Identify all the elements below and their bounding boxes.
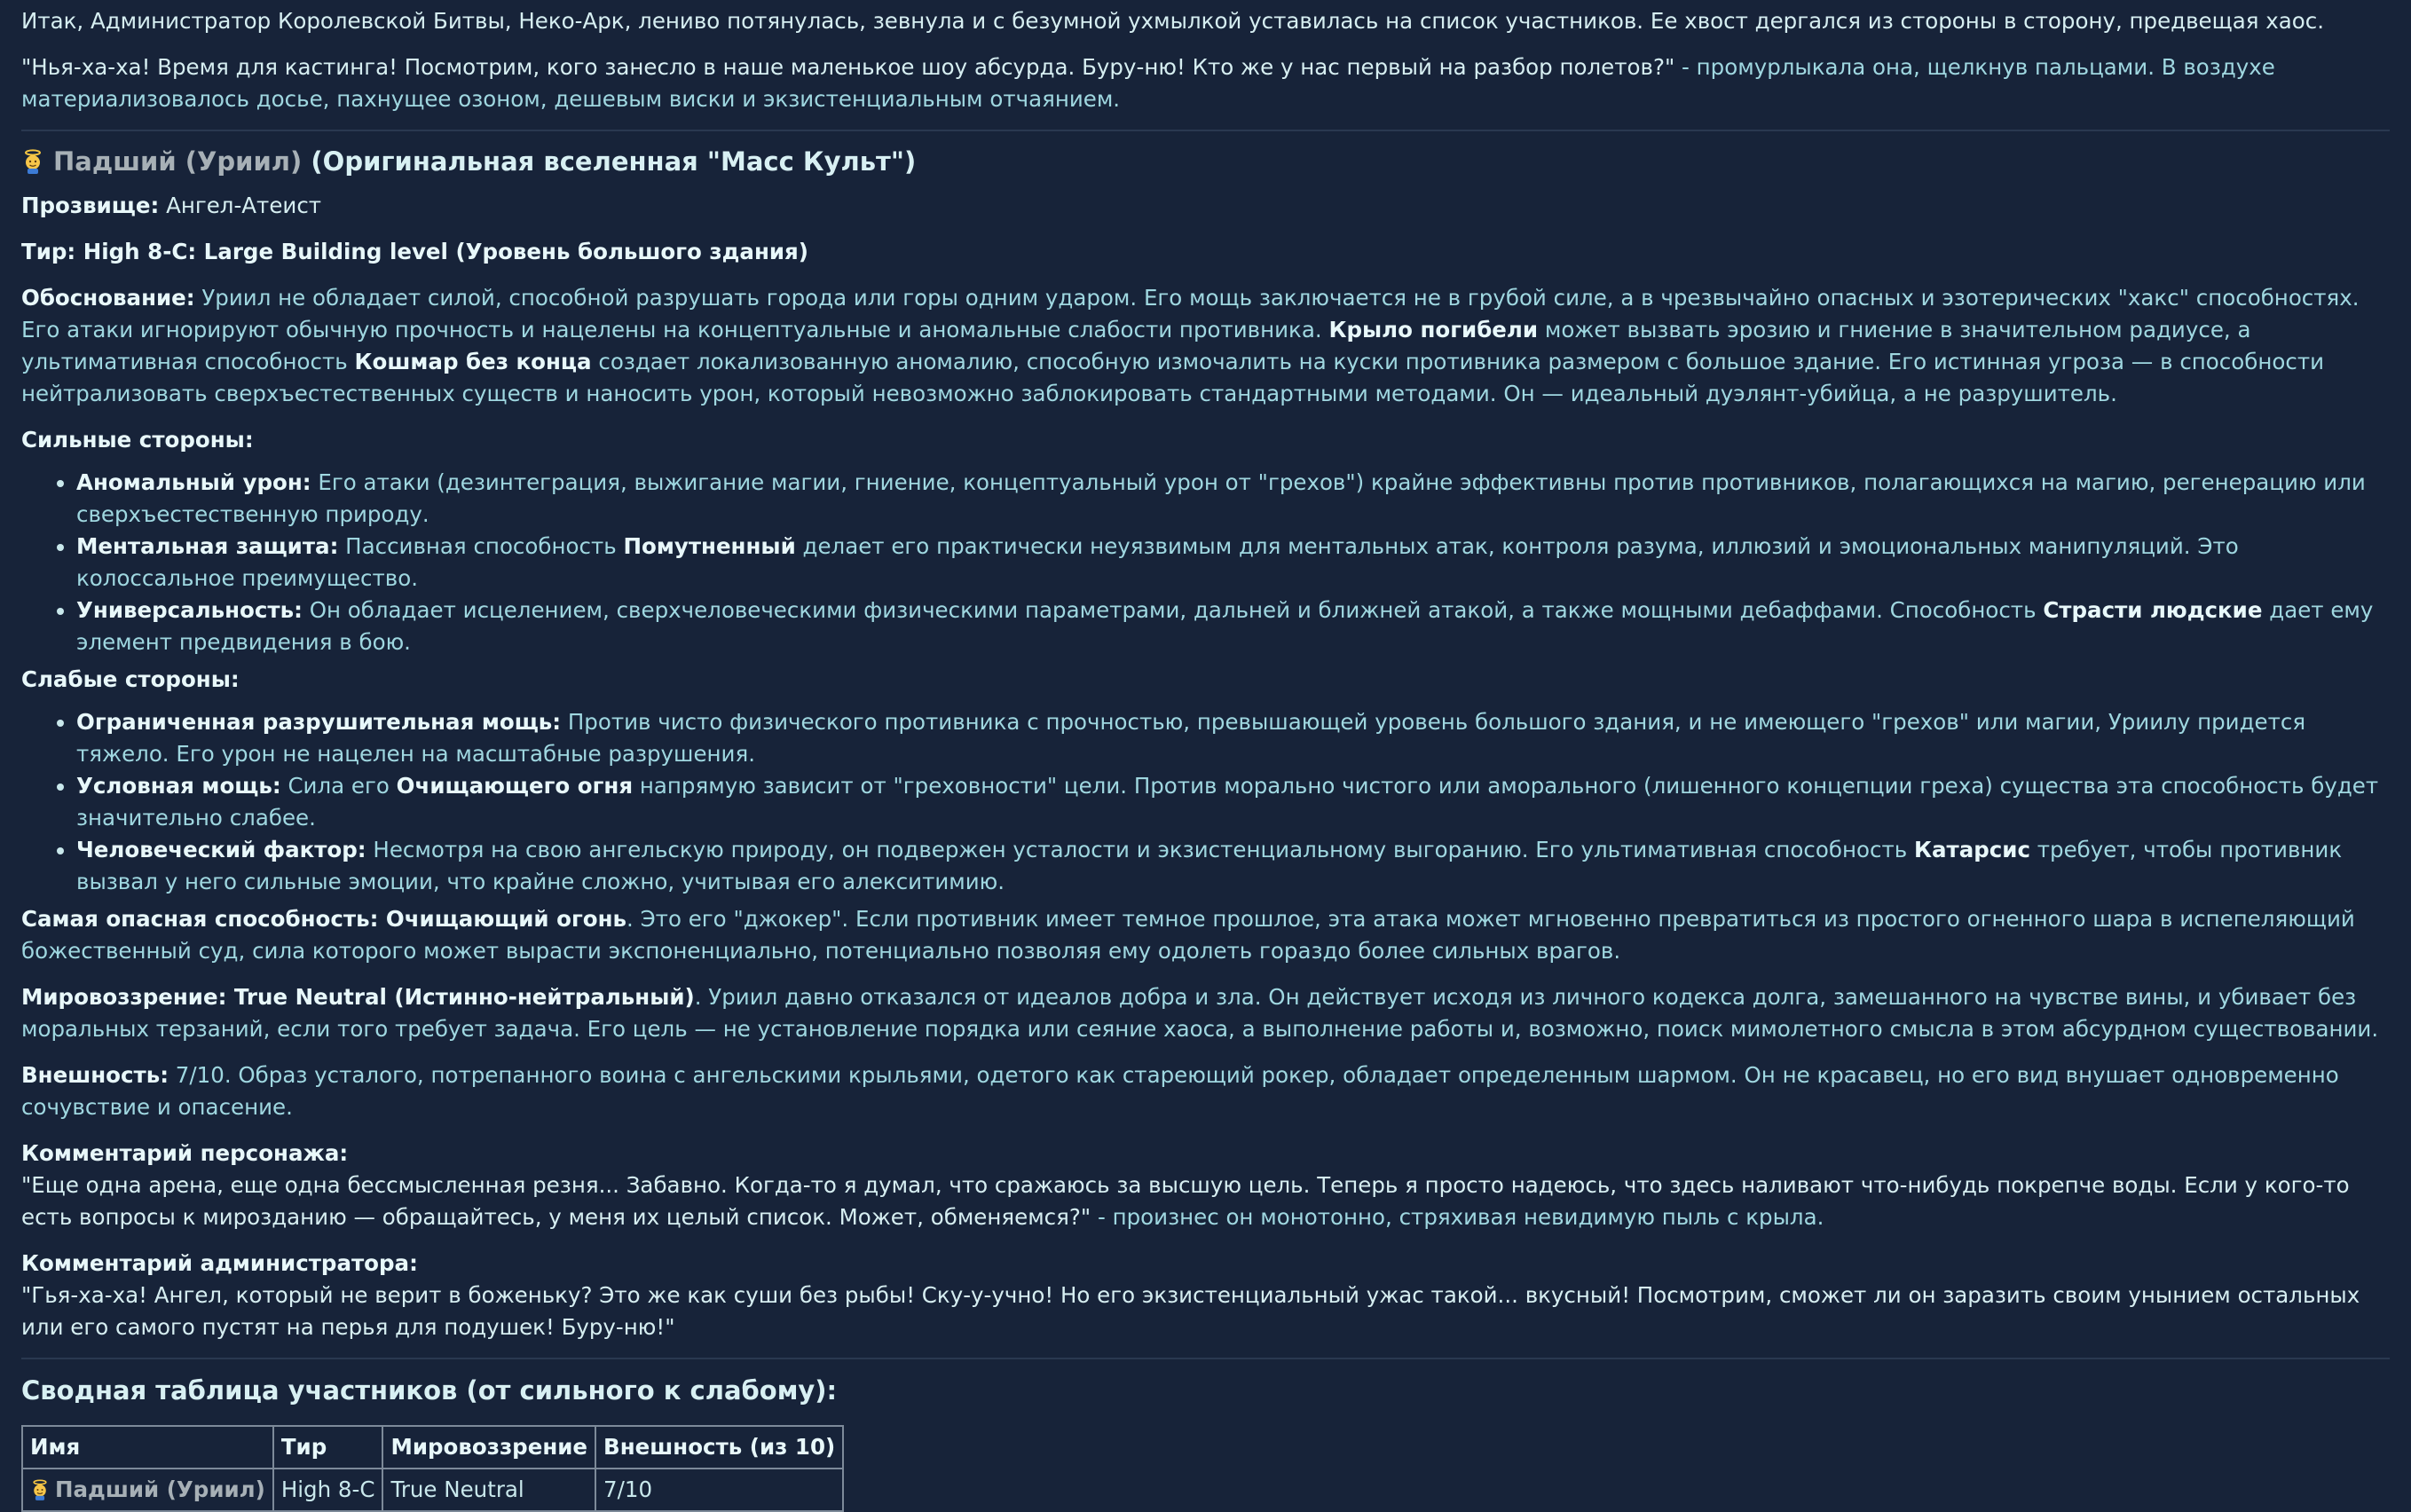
justification-text: создает локализованную аномалию, способную измочалить на куски противника размером с большое здание. Его истинная угроза — в способности нейтрализовать сверхъестественных существ и наносить урон, который невозможно заблокировать стандартными методами. Он — идеальный дуэлянт-убийца, а не разрушитель. xyxy=(21,349,2325,406)
ability-name: Страсти людские xyxy=(2043,597,2263,623)
cell-name xyxy=(22,1469,273,1511)
item-label: Аномальный урон: xyxy=(76,469,311,495)
alignment-text: . Уриил давно отказался от идеалов добра и зла. Он действует исходя из личного кодекса долга, замешанного на чувстве вины, и убивает без моральных терзаний, если того требует задача. Его цель — не установление порядка или сеяние хаоса, а выполнение работы и, возможно, поиск мимолетного смысла в этом абсурдном существовании. xyxy=(21,984,2379,1042)
justification-label: Обоснование: xyxy=(21,285,195,311)
justification-text: может вызвать эрозию и гниение в значительном радиусе, а ультимативная способность xyxy=(21,317,2251,374)
summary-table xyxy=(21,1425,844,1512)
item-text: Сила его xyxy=(280,773,397,799)
ability-name: Катарсис xyxy=(1913,837,2030,862)
cell-looks: 7/10 xyxy=(595,1469,843,1511)
item-text: Несмотря на свою ангельскую природу, он подвержен усталости и экзистенциальному выгоранию. Его ультимативная способность xyxy=(366,837,1914,862)
item-text: Против чисто физического противника с прочностью, превышающей уровень большого здания, и не имеющего "грехов" или магии, Уриилу придется тяжело. Его урон не нацелен на масштабные разрушения. xyxy=(76,709,2306,767)
column-header-alignment: Мировоззрение xyxy=(382,1426,595,1469)
admin-quote: "Нья-ха-ха! Время для кастинга! Посмотрим, кого занесло в наше маленькое шоу абсурда. Буру-ню! Кто же у нас первый на разбор полетов?" xyxy=(21,54,1675,80)
item-text: делает его практически неуязвимым для ментальных атак, контроля разума, иллюзий и эмоциональных манипуляций. Это колоссальное преимущество. xyxy=(76,533,2239,591)
table-row xyxy=(22,1469,843,1511)
alignment-paragraph xyxy=(21,981,2390,1045)
ability-name: Помутненный xyxy=(623,533,796,559)
item-label: Универсальность: xyxy=(76,597,303,623)
divider xyxy=(21,1358,2390,1359)
item-text: Его атаки (дезинтеграция, выжигание магии, гниение, концептуальный урон от "грехов") крайне эффективны против противников, полагающихся на магию, регенерацию или сверхъестественную природу. xyxy=(76,469,2366,527)
intro-quote-paragraph xyxy=(21,51,2390,115)
intro-paragraph: Итак, Администратор Королевской Битвы, Неко-Арк, лениво потянулась, зевнула и с безумной ухмылкой уставилась на список участников. Ее хвост дергался из стороны в сторону, предвещая хаос. xyxy=(21,8,2325,34)
character-comment-label: Комментарий персонажа: xyxy=(21,1140,349,1166)
character-universe: (Оригинальная вселенная "Масс Культ") xyxy=(302,146,917,177)
character-heading xyxy=(21,144,2390,179)
strengths-label: Сильные стороны: xyxy=(21,427,254,453)
alignment-label: Мировоззрение: True Neutral (Истинно-нейтральный) xyxy=(21,984,695,1010)
item-label: Человеческий фактор: xyxy=(76,837,366,862)
narration: - промурлыкала она, щелкнув пальцами. В воздухе материализовалось досье, пахнущее озоном, дешевым виски и экзистенциальным отчаянием. xyxy=(21,54,2275,112)
column-header-tier: Тир xyxy=(273,1426,383,1469)
looks-text: 7/10. Образ усталого, потрепанного воина с ангельскими крыльями, одетого как стареющий рокер, обладает определенным шармом. Он не красавец, но его вид внушает одновременно сочувствие и опасение. xyxy=(21,1062,2339,1120)
cell-alignment: True Neutral xyxy=(382,1469,595,1511)
admin-comment: "Гья-ха-ха! Ангел, который не верит в боженьку? Это же как суши без рыбы! Ску-у-учно! Но его экзистенциальный ужас такой... вкусный! Посмотрим, сможет ли он заразить своим унынием остальных или его самого пустят на перья для подушек! Буру-ню!" xyxy=(21,1282,2360,1340)
ability-name: Кошмар без конца xyxy=(354,349,592,374)
nickname-value: Ангел-Атеист xyxy=(159,193,322,218)
divider xyxy=(21,130,2390,131)
item-text: Пассивная способность xyxy=(338,533,624,559)
item-label: Ограниченная разрушительная мощь: xyxy=(76,709,562,735)
character-quote: "Еще одна арена, еще одна бессмысленная резня... Забавно. Когда-то я думал, что сражаюсь за высшую цель. Теперь я просто надеюсь, что здесь наливают что-нибудь покрепче воды. Если у кого-то есть вопросы к мирозданию — обращайтесь, у меня их целый список. Может, обменяемся?" xyxy=(21,1172,2350,1230)
list-item xyxy=(76,706,2390,770)
item-text: дает ему элемент предвидения в бою. xyxy=(76,597,2374,655)
ability-name: Крыло погибели xyxy=(1328,317,1539,343)
list-item xyxy=(76,770,2390,834)
looks-label: Внешность: xyxy=(21,1062,169,1088)
weaknesses-label: Слабые стороны: xyxy=(21,666,240,692)
angel-emoji-icon xyxy=(21,149,44,174)
column-header-name: Имя xyxy=(22,1426,273,1469)
row-name: Падший (Уриил) xyxy=(55,1477,265,1502)
list-item xyxy=(76,467,2390,531)
list-item xyxy=(76,595,2390,658)
admin-comment-label: Комментарий администратора: xyxy=(21,1250,418,1276)
list-item xyxy=(76,834,2390,898)
ability-name: Очищающего огня xyxy=(396,773,634,799)
nickname-label: Прозвище: xyxy=(21,193,160,218)
weaknesses-list xyxy=(21,706,2390,898)
looks-paragraph xyxy=(21,1059,2390,1123)
dangerous-ability-paragraph xyxy=(21,903,2390,967)
narration: - произнес он монотонно, стряхивая невидимую пыль с крыла. xyxy=(1091,1204,1824,1230)
summary-title: Сводная таблица участников (от сильного к слабому): xyxy=(21,1375,838,1406)
justification-text: Уриил не обладает силой, способной разрушать города или горы одним ударом. Его мощь заключается не в грубой силе, а в чрезвычайно опасных и эзотерических "хакс" способностях. Его атаки игнорируют обычную прочность и нацелены на концептуальные и аномальные слабости противника. xyxy=(21,285,2360,343)
item-text: напрямую зависит от "греховности" цели. Против морально чистого или аморального (лишенного концепции греха) существа эта способность будет значительно слабее. xyxy=(76,773,2379,831)
strengths-list xyxy=(21,467,2390,658)
item-label: Условная мощь: xyxy=(76,773,281,799)
column-header-looks: Внешность (из 10) xyxy=(595,1426,843,1469)
list-item xyxy=(76,531,2390,595)
dangerous-ability-label: Самая опасная способность: Очищающий огонь xyxy=(21,906,626,932)
tier-line: Тир: High 8-C: Large Building level (Уровень большого здания) xyxy=(21,239,808,264)
cell-tier: High 8-C xyxy=(273,1469,383,1511)
dangerous-ability-text: . Это его "джокер". Если противник имеет темное прошлое, эта атака может мгновенно превратиться из простого огненного шара в испепеляющий божественный суд, сила которого может вырасти экспоненциально, потенциально позволяя ему одолеть гораздо более сильных врагов. xyxy=(21,906,2355,964)
character-name: Падший (Уриил) xyxy=(53,146,303,177)
item-label: Ментальная защита: xyxy=(76,533,339,559)
justification-paragraph xyxy=(21,282,2390,410)
nickname-line xyxy=(21,190,2390,222)
item-text: Он обладает исцелением, сверхчеловеческими физическими параметрами, дальней и ближней атакой, а также мощными дебаффами. Способность xyxy=(302,597,2044,623)
angel-emoji-icon xyxy=(30,1479,50,1500)
character-comment xyxy=(21,1169,2390,1233)
item-text: требует, чтобы противник вызвал у него сильные эмоции, что крайне сложно, учитывая его алекситимию. xyxy=(76,837,2343,894)
